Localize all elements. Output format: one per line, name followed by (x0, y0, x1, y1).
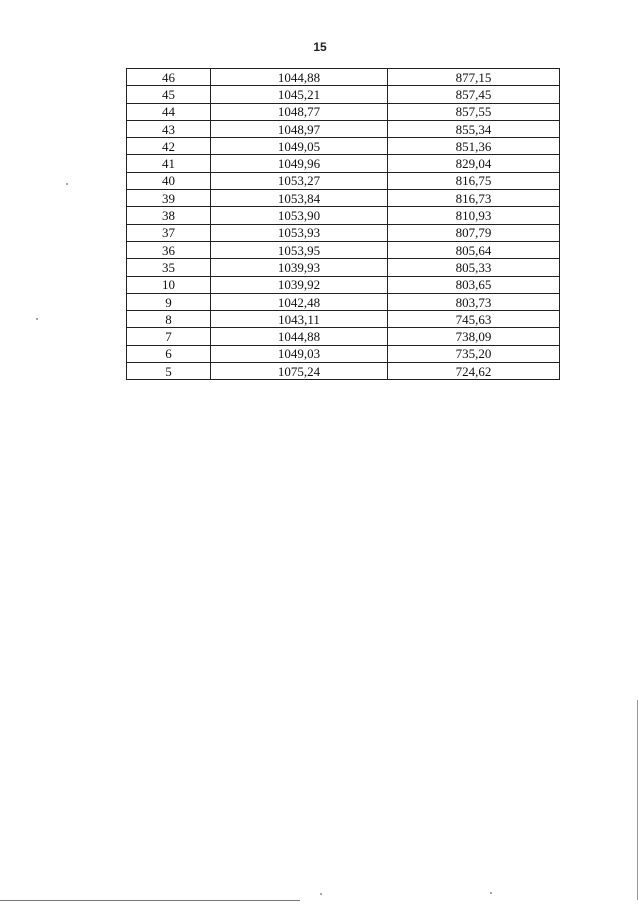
coordinate-x-cell: 1039,93 (211, 259, 388, 276)
table-row (127, 276, 560, 293)
coordinate-y-cell: 851,36 (388, 138, 560, 155)
table-row (127, 293, 560, 310)
point-number-cell: 46 (127, 69, 211, 86)
coordinate-y-cell: 855,34 (388, 120, 560, 137)
coordinates-table-body (127, 69, 560, 380)
point-number-cell: 44 (127, 103, 211, 120)
coordinate-x-cell: 1049,96 (211, 155, 388, 172)
scan-speck (36, 318, 38, 320)
point-number-cell: 43 (127, 120, 211, 137)
coordinate-y-cell: 805,64 (388, 241, 560, 258)
table-row (127, 155, 560, 172)
table-row (127, 103, 560, 120)
point-number-cell: 5 (127, 363, 211, 380)
table-row (127, 172, 560, 189)
coordinate-x-cell: 1048,77 (211, 103, 388, 120)
coordinate-x-cell: 1039,92 (211, 276, 388, 293)
coordinate-y-cell: 805,33 (388, 259, 560, 276)
coordinate-x-cell: 1053,84 (211, 190, 388, 207)
coordinate-y-cell: 803,73 (388, 293, 560, 310)
coordinate-x-cell: 1043,11 (211, 311, 388, 328)
point-number-cell: 8 (127, 311, 211, 328)
page-number: 15 (313, 40, 327, 54)
point-number-cell: 40 (127, 172, 211, 189)
coordinate-y-cell: 803,65 (388, 276, 560, 293)
coordinate-y-cell: 745,63 (388, 311, 560, 328)
table-row (127, 190, 560, 207)
table-row (127, 363, 560, 380)
coordinate-y-cell: 857,55 (388, 103, 560, 120)
coordinate-y-cell: 857,45 (388, 86, 560, 103)
table-row (127, 224, 560, 241)
coordinate-x-cell: 1048,97 (211, 120, 388, 137)
coordinate-x-cell: 1053,27 (211, 172, 388, 189)
point-number-cell: 9 (127, 293, 211, 310)
coordinate-x-cell: 1044,88 (211, 69, 388, 86)
point-number-cell: 45 (127, 86, 211, 103)
coordinate-x-cell: 1053,93 (211, 224, 388, 241)
coordinate-y-cell: 810,93 (388, 207, 560, 224)
coordinate-y-cell: 816,75 (388, 172, 560, 189)
table-row (127, 345, 560, 362)
coordinate-x-cell: 1042,48 (211, 293, 388, 310)
coordinate-x-cell: 1044,88 (211, 328, 388, 345)
table-row (127, 69, 560, 86)
scan-speck (490, 892, 492, 894)
scan-speck (320, 893, 322, 895)
point-number-cell: 38 (127, 207, 211, 224)
point-number-cell: 35 (127, 259, 211, 276)
coordinate-y-cell: 829,04 (388, 155, 560, 172)
coordinate-x-cell: 1075,24 (211, 363, 388, 380)
table-row (127, 207, 560, 224)
table-row (127, 259, 560, 276)
point-number-cell: 7 (127, 328, 211, 345)
coordinate-y-cell: 816,73 (388, 190, 560, 207)
table-row (127, 120, 560, 137)
coordinates-table (126, 68, 560, 380)
table-row (127, 311, 560, 328)
coordinate-x-cell: 1053,90 (211, 207, 388, 224)
point-number-cell: 37 (127, 224, 211, 241)
point-number-cell: 39 (127, 190, 211, 207)
coordinate-x-cell: 1053,95 (211, 241, 388, 258)
table-row (127, 241, 560, 258)
point-number-cell: 6 (127, 345, 211, 362)
coordinate-y-cell: 877,15 (388, 69, 560, 86)
point-number-cell: 10 (127, 276, 211, 293)
coordinate-x-cell: 1049,05 (211, 138, 388, 155)
coordinate-y-cell: 735,20 (388, 345, 560, 362)
point-number-cell: 36 (127, 241, 211, 258)
coordinate-y-cell: 807,79 (388, 224, 560, 241)
scan-bottom-edge (0, 900, 300, 901)
scan-right-edge (637, 700, 638, 900)
table-row (127, 328, 560, 345)
point-number-cell: 41 (127, 155, 211, 172)
coordinate-y-cell: 724,62 (388, 363, 560, 380)
table-row (127, 138, 560, 155)
coordinate-y-cell: 738,09 (388, 328, 560, 345)
coordinate-x-cell: 1049,03 (211, 345, 388, 362)
table-row (127, 86, 560, 103)
coordinate-x-cell: 1045,21 (211, 86, 388, 103)
scan-speck (66, 183, 68, 185)
point-number-cell: 42 (127, 138, 211, 155)
